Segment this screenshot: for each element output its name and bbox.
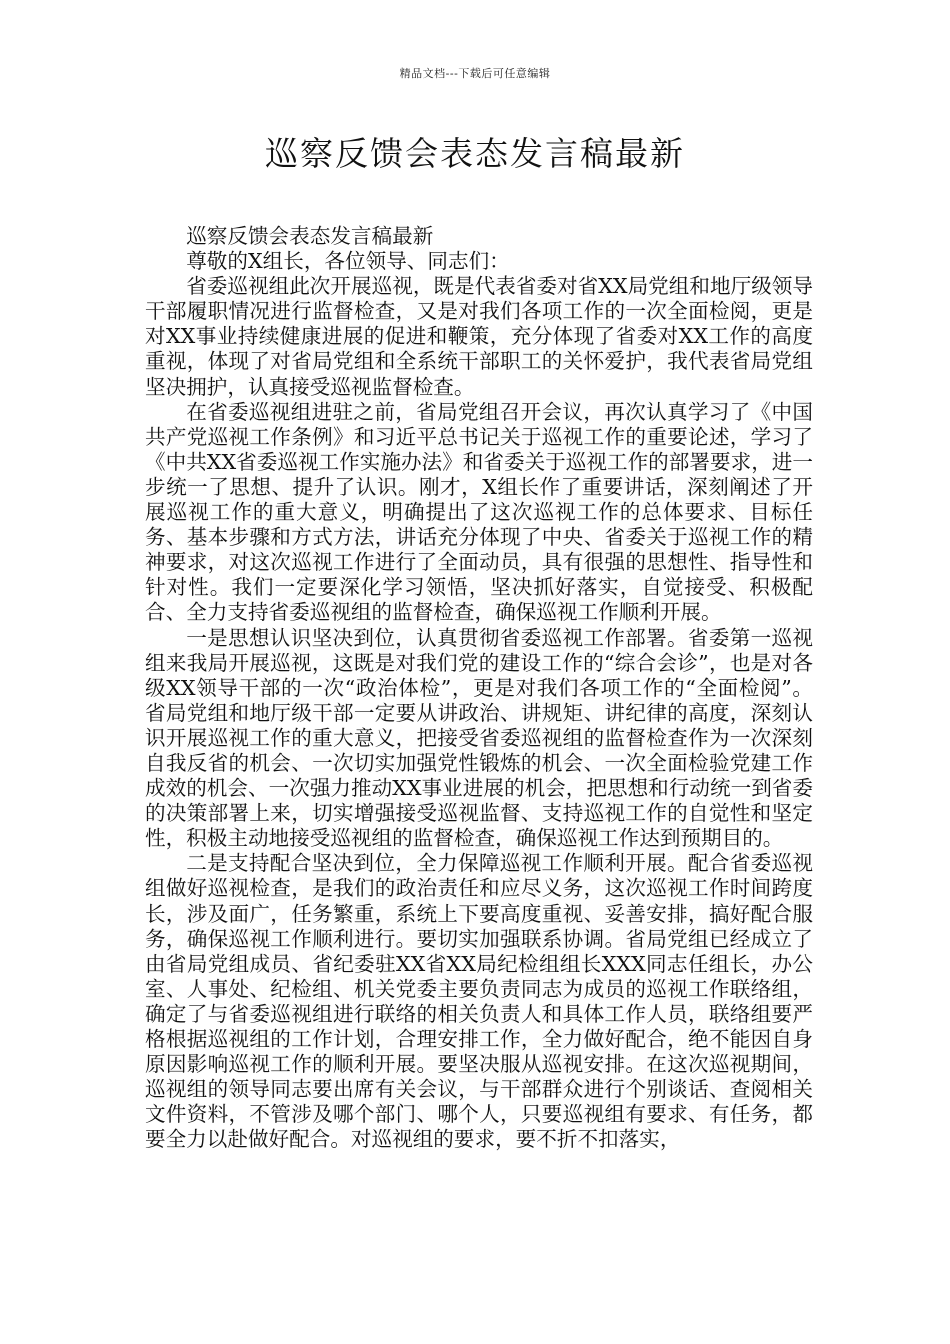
document-body <box>145 224 813 1152</box>
paragraph: 二是支持配合坚决到位，全力保障巡视工作顺利开展。配合省委巡视组做好巡视检查，是我们的政治责任和应尽义务，这次巡视工作时间跨度长，涉及面广，任务繁重，系统上下要高度重视、妥善安排，搞好配合服务，确保巡视工作顺利进行。要切实加强联系协调。省局党组已经成立了由省局党组成员、省纪委驻XX省XX局纪检组组长XXX同志任组长，办公室、人事处、纪检组、机关党委主要负责同志为成员的巡视工作联络组，确定了与省委巡视组进行联络的相关负责人和具体工作人员，联络组要严格根据巡视组的工作计划，合理安排工作，全力做好配合，绝不能因自身原因影响巡视工作的顺利开展。要坚决服从巡视安排。在这次巡视期间，巡视组的领导同志要出席有关会议，与干部群众进行个别谈话、查阅相关文件资料，不管涉及哪个部门、哪个人，只要巡视组有要求、有任务，都要全力以赴做好配合。对巡视组的要求，要不折不扣落实， <box>145 851 813 1152</box>
paragraph-salutation: 尊敬的X组长，各位领导、同志们： <box>186 249 510 274</box>
paragraph: 省委巡视组此次开展巡视，既是代表省委对省XX局党组和地厅级领导干部履职情况进行监督检查，又是对我们各项工作的一次全面检阅，更是对XX事业持续健康进展的促进和鞭策，充分体现了省委对XX工作的高度重视，体现了对省局党组和全系统干部职工的关怀爱护，我代表省局党组坚决拥护，认真接受巡视监督检查。 <box>145 274 813 399</box>
header-note: 精品文档---下载后可任意编辑 <box>399 67 551 80</box>
document-title: 巡察反馈会表态发言稿最新 <box>265 134 685 173</box>
paragraph-subtitle: 巡察反馈会表态发言稿最新 <box>186 224 434 248</box>
paragraph: 在省委巡视组进驻之前，省局党组召开会议，再次认真学习了《中国共产党巡视工作条例》和习近平总书记关于巡视工作的重要论述，学习了《中共XX省委巡视工作实施办法》和省委关于巡视工作的部署要求，进一步统一了思想、提升了认识。刚才，X组长作了重要讲话，深刻阐述了开展巡视工作的重大意义，明确提出了这次巡视工作的总体要求、目标任务、基本步骤和方式方法，讲话充分体现了中央、省委关于巡视工作的精神要求，对这次巡视工作进行了全面动员，具有很强的思想性、指导性和针对性。我们一定要深化学习领悟，坚决抓好落实，自觉接受、积极配合、全力支持省委巡视组的监督检查，确保巡视工作顺利开展。 <box>145 399 813 625</box>
paragraph: 一是思想认识坚决到位，认真贯彻省委巡视工作部署。省委第一巡视组来我局开展巡视，这既是对我们党的建设工作的“综合会诊”，也是对各级XX领导干部的一次“政治体检”，更是对我们各项工作的“全面检阅”。省局党组和地厅级干部一定要从讲政治、讲规矩、讲纪律的高度，深刻认识开展巡视工作的重大意义，把接受省委巡视组的监督检查作为一次深刻自我反省的机会、一次切实加强党性锻炼的机会、一次全面检验党建工作成效的机会、一次强力推动XX事业进展的机会，把思想和行动统一到省委的决策部署上来，切实增强接受巡视监督、支持巡视工作的自觉性和坚定性，积极主动地接受巡视组的监督检查，确保巡视工作达到预期目的。 <box>145 625 813 851</box>
